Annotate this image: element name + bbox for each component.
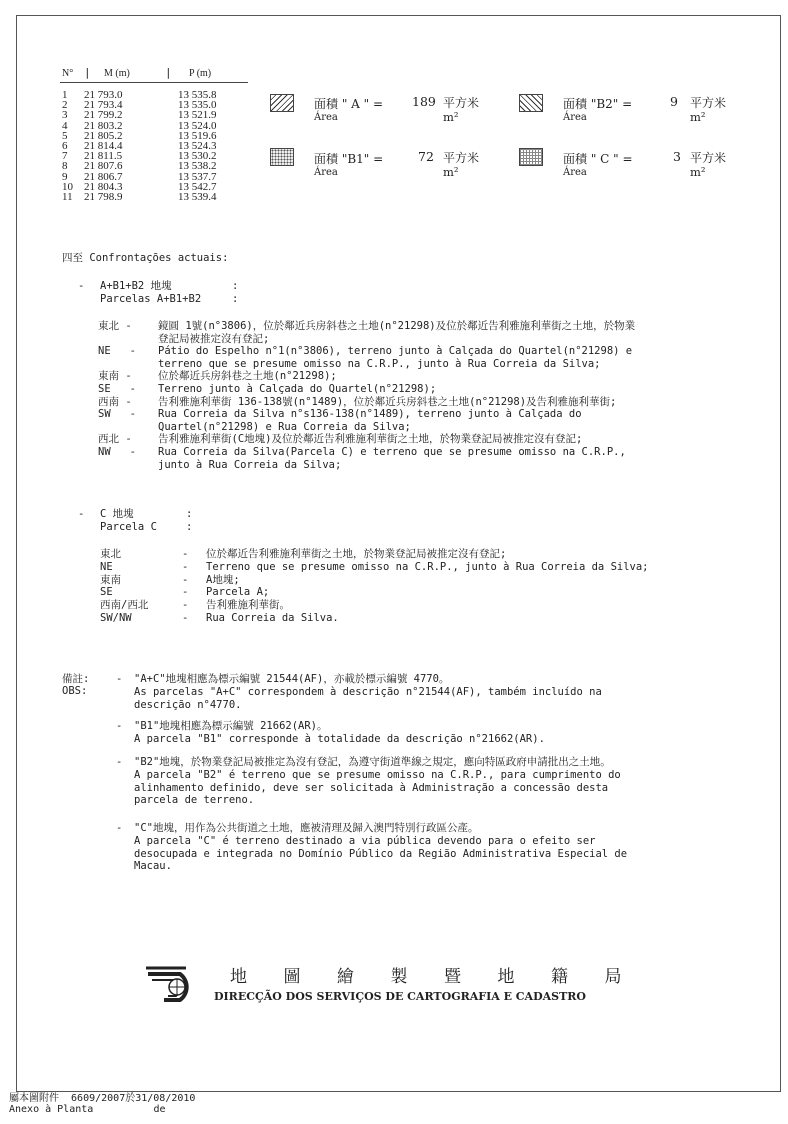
note-line: "B2"地塊，於物業登記局被推定為沒有登記，為遵守街道準線之規定，應向特區政府申請批出之土地。 <box>134 756 611 768</box>
parcel-c-dash: - <box>78 508 85 520</box>
boundary-direction: 西南 - <box>98 395 132 408</box>
col-header-m: M (m) <box>104 68 130 79</box>
grid-pattern-c-icon <box>519 148 543 166</box>
note-line: A parcela "B2" é terreno que se presume omisso na C.R.P., para cumprimento do <box>134 768 621 781</box>
area-value-b2: 9 <box>670 94 678 109</box>
coord-cell-p: 13 524.3 <box>178 140 217 153</box>
boundary-text: Rua Correia da Silva n°s136-138(n°1489), terreno junto à Calçada do <box>158 408 582 421</box>
boundary-dash: - <box>182 548 189 560</box>
boundary-direction: SE - <box>98 383 136 395</box>
boundary-text: 告利雅施利華街。 <box>206 599 290 612</box>
coord-cell-p: 13 535.0 <box>178 99 217 112</box>
hatch-pattern-b2-icon <box>519 94 543 112</box>
coord-cell-m: 21 799.2 <box>84 109 123 122</box>
parcel-c-colon: : <box>186 508 193 520</box>
boundary-text: Pátio do Espelho n°1(n°3806), terreno junto à Calçada do Quartel(n°21298) e <box>158 345 633 358</box>
parcel-ab-dash: - <box>78 280 85 292</box>
hatch-pattern-a-icon <box>270 94 294 112</box>
coord-cell-p: 13 524.0 <box>178 119 217 132</box>
parcel-ab-colon: : <box>232 280 239 292</box>
agency-char: 地 <box>230 967 247 987</box>
boundary-text: Quartel(n°21298) e Rua Correia da Silva; <box>158 420 411 433</box>
note-dash: - <box>116 756 123 768</box>
coord-cell-n: 9 <box>62 170 68 183</box>
area-value-b1: 72 <box>418 149 434 164</box>
boundary-text: 位於鄰近兵房斜巷之土地(n°21298); <box>158 370 337 383</box>
area-m2-b1: m² <box>443 165 459 179</box>
coord-cell-n: 1 <box>62 89 68 101</box>
note-dash: - <box>116 822 123 834</box>
agency-char: 圖 <box>283 967 301 987</box>
coord-cell-m: 21 793.0 <box>84 89 123 101</box>
annex-line-1: 屬本圖附件 6609/2007於31/08/2010 <box>9 1093 196 1104</box>
area-unit-b2: 平方米 <box>690 96 727 110</box>
boundary-text: 告利雅施利華街 136-138號(n°1489)，位於鄰近兵房斜巷之土地(n°21298)及告利雅施利華街; <box>158 395 617 408</box>
boundary-dash: - <box>182 612 189 624</box>
note-line: Macau. <box>134 860 172 873</box>
coord-cell-n: 2 <box>62 99 68 112</box>
boundary-dash: - <box>182 599 189 612</box>
area-unit-c: 平方米 <box>690 151 727 165</box>
col-p-values <box>178 90 217 202</box>
note-line: descrição n°4770. <box>134 698 242 711</box>
parcel-ab-colon: : <box>232 293 239 305</box>
note-line: "B1"地塊相應為標示編號 21662(AR)。 <box>134 720 328 732</box>
coord-cell-n: 7 <box>62 150 68 163</box>
agency-char: 繪 <box>337 967 354 987</box>
boundary-text: 位於鄰近告利雅施利華街之土地，於物業登記局被推定沒有登記; <box>206 548 507 560</box>
agency-char: 地 <box>497 967 515 987</box>
coord-cell-m: 21 793.4 <box>84 99 123 112</box>
boundary-text: Rua Correia da Silva(Parcela C) e terreno que se presume omisso na C.R.P., <box>158 446 626 458</box>
col-header-n: N° <box>62 68 74 79</box>
agency-char: 局 <box>604 967 622 987</box>
boundary-direction: 東南 <box>100 573 121 586</box>
boundary-direction: SE <box>100 586 113 599</box>
area-unit-b1: 平方米 <box>443 151 480 165</box>
agency-char: 籍 <box>551 967 568 987</box>
coord-cell-p: 13 535.8 <box>178 89 217 101</box>
boundary-text: 告利雅施利華街(C地塊)及位於鄰近告利雅施利華街之土地，於物業登記局被推定沒有登記; <box>158 433 583 446</box>
confrontations-title: 四至 Confrontações actuais: <box>62 252 229 264</box>
area-m2-c: m² <box>690 165 706 179</box>
col-header-p: P (m) <box>189 68 212 79</box>
note-line: parcela de terreno. <box>134 794 255 807</box>
dot-pattern-b1-icon <box>270 148 294 166</box>
coord-cell-p: 13 537.7 <box>178 170 217 183</box>
notes-label-cn: 備註: <box>62 673 90 685</box>
note-dash: - <box>116 673 123 685</box>
col-separator: | <box>84 66 91 79</box>
area-label-c: 面積 " C " = <box>563 152 633 166</box>
area-m2-a: m² <box>443 110 459 124</box>
coord-cell-m: 21 806.7 <box>84 170 123 183</box>
note-line: "C"地塊，用作為公共街道之土地，應被清理及歸入澳門特別行政區公產。 <box>134 822 479 834</box>
coord-cell-p: 13 521.9 <box>178 109 217 122</box>
parcel-ab-name-pt: Parcelas A+B1+B2 <box>100 293 202 305</box>
coord-cell-m: 21 805.2 <box>84 129 123 142</box>
note-line: alinhamento definido, deve ser solicitada à Administração a concessão desta <box>134 781 609 794</box>
area-label-a: 面積 " A " = <box>314 97 384 111</box>
col-m-values <box>84 90 123 202</box>
boundary-dash: - <box>182 586 189 599</box>
parcel-c-colon: : <box>186 521 193 533</box>
agency-char: 暨 <box>444 967 461 987</box>
boundary-direction: SW/NW <box>100 612 132 624</box>
parcel-ab-name-cn: A+B1+B2 地塊 <box>100 280 172 292</box>
boundary-text: Terreno que se presume omisso na C.R.P., junto à Rua Correia da Silva; <box>206 560 649 573</box>
coord-cell-n: 5 <box>62 129 68 142</box>
coord-cell-p: 13 542.7 <box>178 180 217 193</box>
boundary-text: A地塊; <box>206 573 240 586</box>
area-label-b2: 面積 "B2" = <box>563 97 633 111</box>
coord-cell-p: 13 519.6 <box>178 129 217 142</box>
area-label-b1: 面積 "B1" = <box>314 152 384 166</box>
note-line: A parcela "B1" corresponde à totalidade da descrição n°21662(AR). <box>134 732 545 745</box>
boundary-direction: NE - <box>98 345 136 358</box>
coord-cell-n: 3 <box>62 109 68 122</box>
boundary-text: Parcela A; <box>206 586 270 599</box>
coord-cell-m: 21 811.5 <box>84 150 123 163</box>
area-value-c: 3 <box>673 149 681 164</box>
area-m2-b2: m² <box>690 110 706 124</box>
note-line: "A+C"地塊相應為標示編號 21544(AF)，亦載於標示編號 4770。 <box>134 673 450 685</box>
agency-name-pt: DIRECÇÃO DOS SERVIÇOS DE CARTOGRAFIA E CADASTRO <box>214 990 587 1003</box>
boundary-direction: 西南/西北 <box>100 599 149 612</box>
boundary-direction: SW - <box>98 408 136 421</box>
header-rule <box>60 82 248 83</box>
parcel-c-name-pt: Parcela C <box>100 521 157 533</box>
boundary-text: Terreno junto à Calçada do Quartel(n°21298); <box>158 383 437 395</box>
note-line: A parcela "C" é terreno destinado a via pública devendo para o efeito ser <box>134 834 596 847</box>
coord-cell-p: 13 539.4 <box>178 191 217 204</box>
boundary-text: 鏡圓 1號(n°3806)，位於鄰近兵房斜巷之土地(n°21298)及位於鄰近告利雅施利華街之土地，於物業 <box>158 320 636 332</box>
boundary-dash: - <box>182 560 189 573</box>
coord-cell-n: 10 <box>62 180 73 193</box>
area-sub-b1: Área <box>314 167 338 178</box>
coord-cell-n: 8 <box>62 160 68 173</box>
area-sub-c: Área <box>563 167 587 178</box>
boundary-direction: 東北 - <box>98 320 132 332</box>
boundary-text: 登記局被推定沒有登記; <box>158 332 270 345</box>
note-dash: - <box>116 720 123 732</box>
boundary-direction: 西北 - <box>98 433 132 446</box>
note-line: desocupada e integrada no Domínio Público da Região Administrativa Especial de <box>134 847 628 860</box>
coord-cell-n: 11 <box>62 191 73 204</box>
boundary-text: junto à Rua Correia da Silva; <box>158 458 342 471</box>
coord-cell-p: 13 530.2 <box>178 150 217 163</box>
area-sub-a: Área <box>314 112 338 123</box>
coord-cell-m: 21 798.9 <box>84 191 123 204</box>
coord-cell-m: 21 803.2 <box>84 119 123 132</box>
coord-cell-m: 21 804.3 <box>84 180 123 193</box>
col-separator: | <box>165 66 172 79</box>
boundary-text: Rua Correia da Silva. <box>206 612 339 624</box>
dscc-logo-icon <box>146 960 198 1002</box>
notes-label-pt: OBS: <box>62 685 88 697</box>
annex-line-2: Anexo à Planta de <box>9 1104 166 1115</box>
agency-char: 製 <box>390 967 408 987</box>
area-sub-b2: Área <box>563 112 587 123</box>
area-value-a: 189 <box>412 94 436 109</box>
coord-cell-m: 21 814.4 <box>84 140 123 153</box>
coord-cell-n: 4 <box>62 119 68 132</box>
boundary-dash: - <box>182 573 189 586</box>
note-line: As parcelas "A+C" correspondem à descrição n°21544(AF), também incluído na <box>134 685 602 698</box>
boundary-direction: 東南 - <box>98 370 132 383</box>
coord-cell-m: 21 807.6 <box>84 160 123 173</box>
boundary-direction: NE <box>100 560 113 573</box>
boundary-text: terreno que se presume omisso na C.R.P., junto à Rua Correia da Silva; <box>158 357 601 370</box>
coord-cell-n: 6 <box>62 140 68 153</box>
coord-cell-p: 13 538.2 <box>178 160 217 173</box>
area-unit-a: 平方米 <box>443 96 480 110</box>
col-n-values <box>62 90 73 202</box>
boundary-direction: 東北 <box>100 548 121 560</box>
boundary-direction: NW - <box>98 446 136 458</box>
parcel-c-name-cn: C 地塊 <box>100 508 134 520</box>
